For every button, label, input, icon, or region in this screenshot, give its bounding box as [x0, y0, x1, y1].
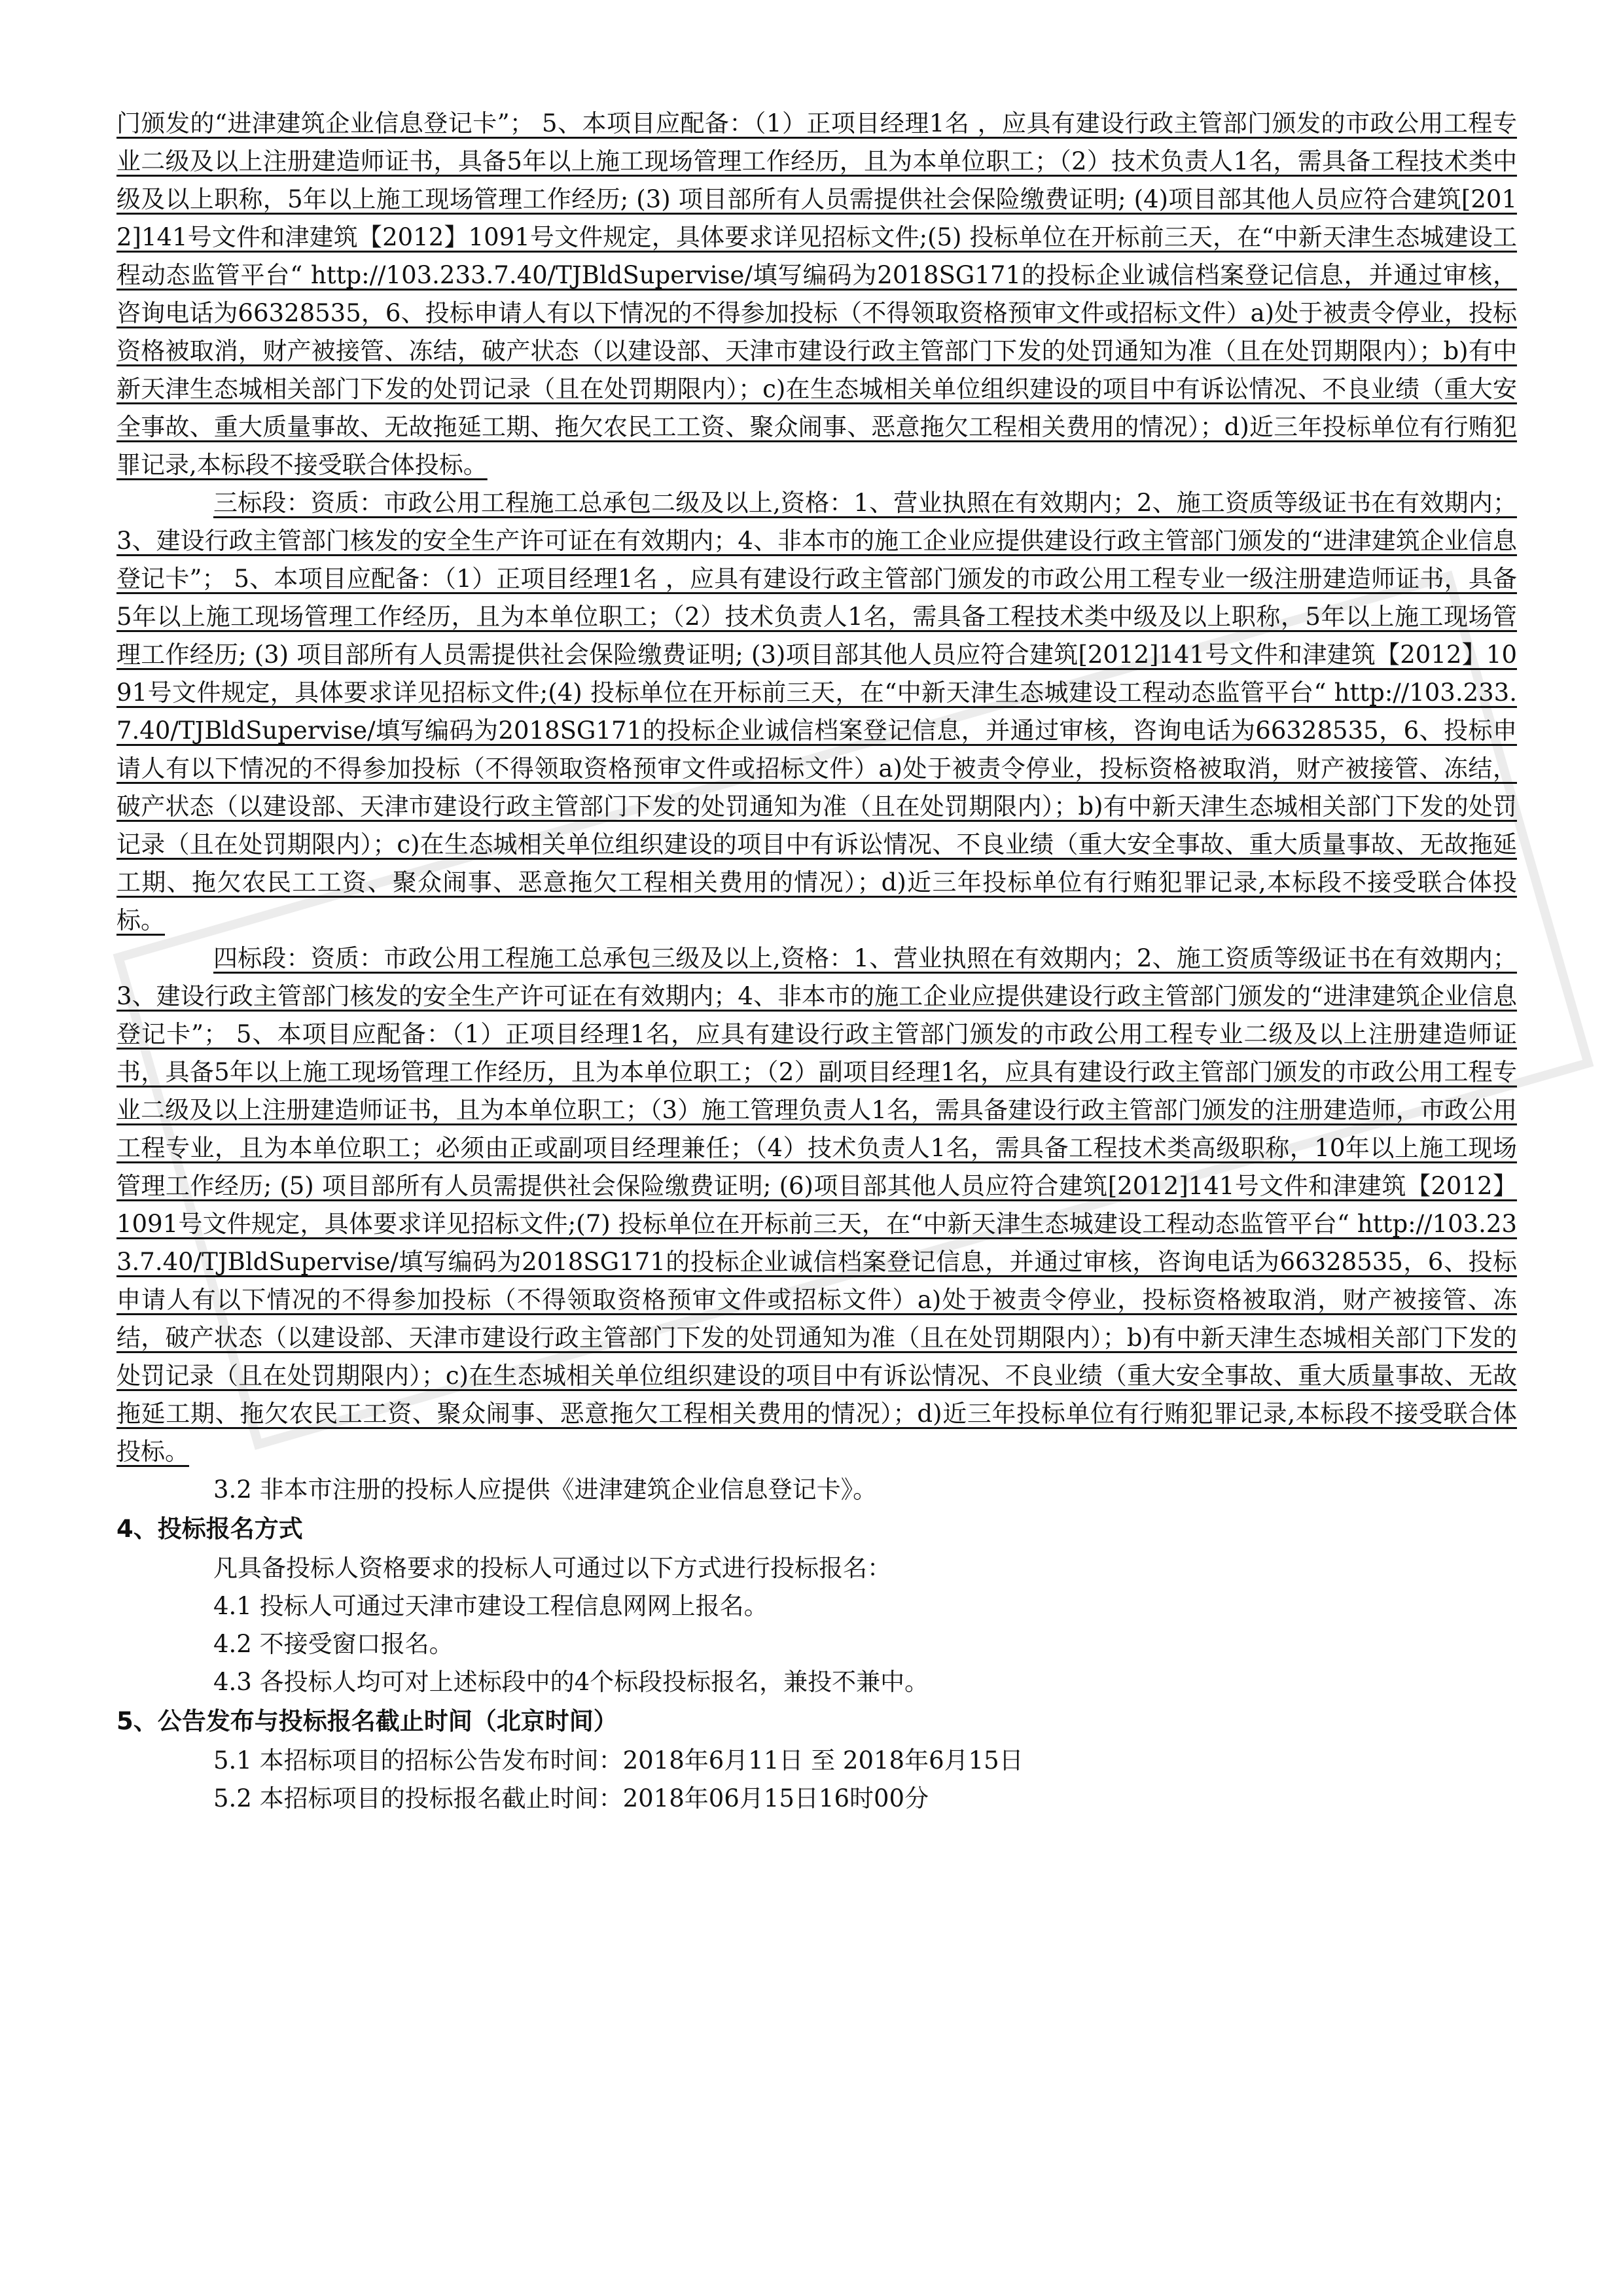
- heading-registration-method: 4、投标报名方式: [116, 1515, 303, 1543]
- clause-3-2: 3.2 非本市注册的投标人应提供《进津建筑企业信息登记卡》。: [213, 1475, 878, 1504]
- heading-announcement-deadline: 5、公告发布与投标报名截止时间（北京时间）: [116, 1707, 618, 1735]
- clause-4-3: 4.3 各投标人均可对上述标段中的4个标段投标报名，兼投不兼中。: [213, 1668, 929, 1696]
- clause-5-2: 5.2 本招标项目的投标报名截止时间：2018年06月15日16时00分: [213, 1784, 929, 1812]
- clause-4-2: 4.2 不接受窗口报名。: [213, 1630, 454, 1658]
- clause-5-1: 5.1 本招标项目的招标公告发布时间：2018年6月11日 至 2018年6月15日: [213, 1746, 1024, 1775]
- clause-4-1: 4.1 投标人可通过天津市建设工程信息网网上报名。: [213, 1592, 768, 1620]
- document-page: [116, 105, 1517, 1818]
- registration-intro: 凡具备投标人资格要求的投标人可通过以下方式进行投标报名：: [213, 1554, 891, 1582]
- section3-paragraph: 三标段：资质：市政公用工程施工总承包二级及以上,资格：1、营业执照在有效期内；2、施工资质等级证书在有效期内；3、建设行政主管部门核发的安全生产许可证在有效期内；4、非本市的施工企业应提供建设行政主管部门颁发的“进津建筑企业信息登记卡”； 5、本项目应配备：（1）正项目经理1名 ，应具有建设行政主管部门颁发的市政公用工程专业一级注册建造师证书，具备5年以上施工现场管理工作经历，且为本单位职工；（2）技术负责人1名，需具备工程技术类中级及以上职称，5年以上施工现场管理工作经历; (3) 项目部所有人员需提供社会保险缴费证明; (3)项目部其他人员应符合建筑[2012]141号文件和津建筑【2012】1091号文件规定，具体要求详见招标文件;(4) 投标单位在开标前三天，在“中新天津生态城建设工程动态监管平台“ http://103.233.7.40/TJBldSupervise/填写编码为2018SG171的投标企业诚信档案登记信息，并通过审核，咨询电话为66328535，6、投标申请人有以下情况的不得参加投标（不得领取资格预审文件或招标文件）a)处于被责令停业，投标资格被取消，财产被接管、冻结，破产状态（以建设部、天津市建设行政主管部门下发的处罚通知为准（且在处罚期限内）；b)有中新天津生态城相关部门下发的处罚记录（且在处罚期限内）；c)在生态城相关单位组织建设的项目中有诉讼情况、不良业绩（重大安全事故、重大质量事故、无故拖延工期、拖欠农民工工资、聚众闹事、恶意拖欠工程相关费用的情况）；d)近三年投标单位有行贿犯罪记录,本标段不接受联合体投标。: [116, 489, 1517, 934]
- section4-paragraph: 四标段：资质：市政公用工程施工总承包三级及以上,资格：1、营业执照在有效期内；2、施工资质等级证书在有效期内；3、建设行政主管部门核发的安全生产许可证在有效期内；4、非本市的施工企业应提供建设行政主管部门颁发的“进津建筑企业信息登记卡”； 5、本项目应配备：（1）正项目经理1名，应具有建设行政主管部门颁发的市政公用工程专业二级及以上注册建造师证书，具备5年以上施工现场管理工作经历，且为本单位职工；（2）副项目经理1名，应具有建设行政主管部门颁发的市政公用工程专业二级及以上注册建造师证书，且为本单位职工；（3）施工管理负责人1名，需具备建设行政主管部门颁发的注册建造师，市政公用工程专业，且为本单位职工；必须由正或副项目经理兼任；（4）技术负责人1名，需具备工程技术类高级职称，10年以上施工现场管理工作经历; (5) 项目部所有人员需提供社会保险缴费证明; (6)项目部其他人员应符合建筑[2012]141号文件和津建筑【2012】1091号文件规定，具体要求详见招标文件;(7) 投标单位在开标前三天，在“中新天津生态城建设工程动态监管平台“ http://103.233.7.40/TJBldSupervise/填写编码为2018SG171的投标企业诚信档案登记信息，并通过审核，咨询电话为66328535，6、投标申请人有以下情况的不得参加投标（不得领取资格预审文件或招标文件）a)处于被责令停业，投标资格被取消，财产被接管、冻结，破产状态（以建设部、天津市建设行政主管部门下发的处罚通知为准（且在处罚期限内）；b)有中新天津生态城相关部门下发的处罚记录（且在处罚期限内）；c)在生态城相关单位组织建设的项目中有诉讼情况、不良业绩（重大安全事故、重大质量事故、无故拖延工期、拖欠农民工工资、聚众闹事、恶意拖欠工程相关费用的情况）；d)近三年投标单位有行贿犯罪记录,本标段不接受联合体投标。: [116, 944, 1517, 1466]
- section2-paragraph: 门颁发的“进津建筑企业信息登记卡”； 5、本项目应配备：（1）正项目经理1名 ，应具有建设行政主管部门颁发的市政公用工程专业二级及以上注册建造师证书，具备5年以上施工现场管理工作经历，且为本单位职工；（2）技术负责人1名，需具备工程技术类中级及以上职称，5年以上施工现场管理工作经历; (3) 项目部所有人员需提供社会保险缴费证明; (4)项目部其他人员应符合建筑[2012]141号文件和津建筑【2012】1091号文件规定，具体要求详见招标文件;(5) 投标单位在开标前三天，在“中新天津生态城建设工程动态监管平台“ http://103.233.7.40/TJBldSupervise/填写编码为2018SG171的投标企业诚信档案登记信息，并通过审核，咨询电话为66328535，6、投标申请人有以下情况的不得参加投标（不得领取资格预审文件或招标文件）a)处于被责令停业，投标资格被取消，财产被接管、冻结，破产状态（以建设部、天津市建设行政主管部门下发的处罚通知为准（且在处罚期限内）；b)有中新天津生态城相关部门下发的处罚记录（且在处罚期限内）；c)在生态城相关单位组织建设的项目中有诉讼情况、不良业绩（重大安全事故、重大质量事故、无故拖延工期、拖欠农民工工资、聚众闹事、恶意拖欠工程相关费用的情况）；d)近三年投标单位有行贿犯罪记录,本标段不接受联合体投标。: [116, 109, 1517, 479]
